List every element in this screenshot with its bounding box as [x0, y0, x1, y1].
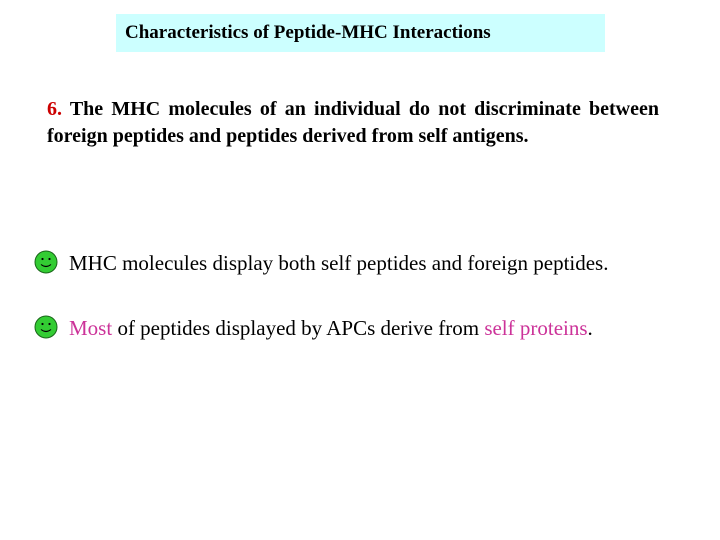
bullet-item	[34, 250, 704, 278]
point-text: The MHC molecules of an individual do not discriminate between foreign peptides and peptides derived from self antigens.	[47, 98, 659, 147]
slide-title: Characteristics of Peptide-MHC Interactions	[116, 14, 605, 52]
main-point	[47, 96, 659, 150]
highlight-self-proteins: self proteins	[484, 316, 588, 340]
smiley-face-icon	[34, 250, 58, 274]
bullet-text-mid: of peptides displayed by APCs derive from	[112, 316, 485, 340]
bullet-text-end: .	[587, 316, 593, 340]
smiley-face-icon	[34, 315, 58, 339]
bullet-text: MHC molecules display both self peptides and foreign peptides.	[69, 251, 609, 275]
highlight-most: Most	[69, 316, 113, 340]
point-number: 6.	[47, 98, 62, 120]
bullet-text	[69, 315, 593, 341]
bullet-item	[34, 315, 704, 343]
